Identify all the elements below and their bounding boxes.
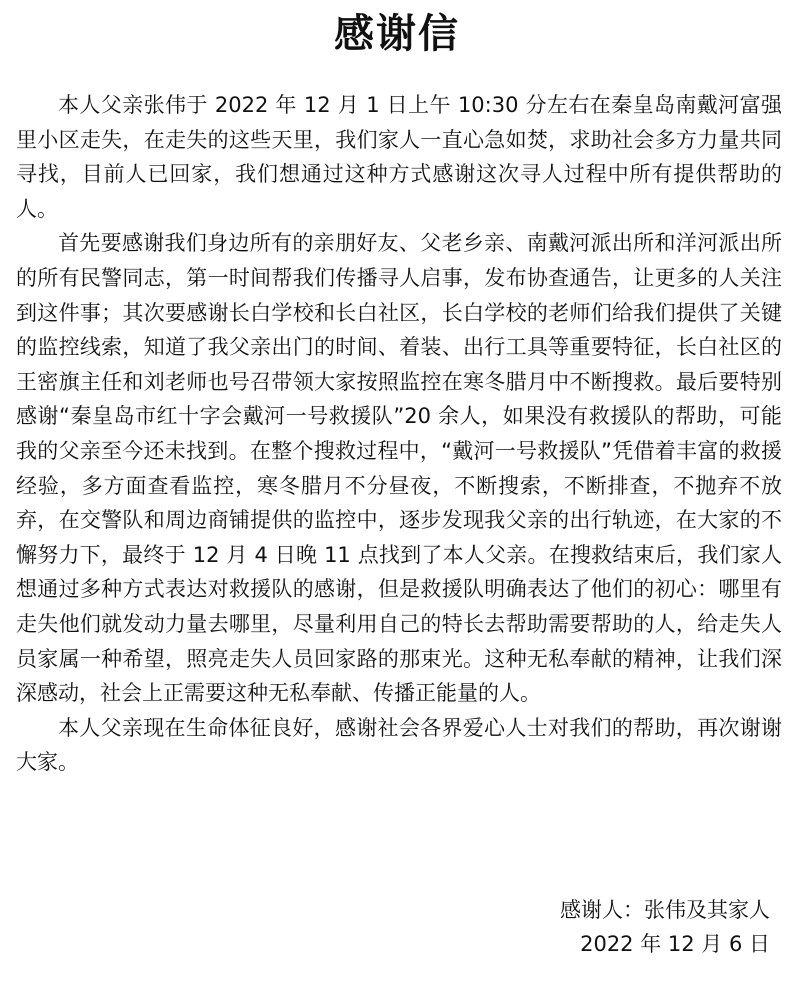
paragraph-acknowledgements: 首先要感谢我们身边所有的亲朋好友、父老乡亲、南戴河派出所和洋河派出所的所有民警同志，第一时间帮我们传播寻人启事，发布协查通告，让更多的人关注到这件事；其次要感谢长白学校和长白社区，长白学校的老师们给我们提供了关键的监控线索，知道了我父亲出门的时间、着装、出行工具等重要特征，长白社区的王密旗主任和刘老师也号召带领大家按照监控在寒冬腊月中不断搜救。最后要特别感谢“秦皇岛市红十字会戴河一号救援队”20 余人，如果没有救援队的帮助，可能我的父亲至今还未找到。在整个搜救过程中，“戴河一号救援队”凭借着丰富的救援经验，多方面查看监控，寒冬腊月不分昼夜，不断搜索，不断排查，不抛弃不放弃，在交警队和周边商铺提供的监控中，逐步发现我父亲的出行轨迹，在大家的不懈努力下，最终于 12 月 4 日晚 11 点找到了本人父亲。在搜救结束后，我们家人想通过多种方式表达对救援队的感谢，但是救援队明确表达了他们的初心：哪里有走失他们就发动力量去哪里，尽量利用自己的特长去帮助需要帮助的人，给走失人员家属一种希望，照亮走失人员回家路的那束光。这种无私奉献的精神，让我们深深感动，社会上正需要这种无私奉献、传播正能量的人。 <box>16 231 782 706</box>
paragraph-closing: 本人父亲现在生命体征良好，感谢社会各界爱心人士对我们的帮助，再次谢谢大家。 <box>16 715 782 775</box>
signature-line: 感谢人：张伟及其家人 <box>560 898 770 922</box>
letter-body <box>16 88 782 780</box>
letter-date: 2022 年 12 月 6 日 <box>580 932 770 956</box>
letter-title: 感谢信 <box>334 11 460 57</box>
paragraph-missing-notice: 本人父亲张伟于 2022 年 12 月 1 日上午 10:30 分左右在秦皇岛南戴河富强里小区走失，在走失的这些天里，我们家人一直心急如焚，求助社会多方力量共同寻找，目前人已回家，我们想通过这种方式感谢这次寻人过程中所有提供帮助的人。 <box>16 93 782 221</box>
